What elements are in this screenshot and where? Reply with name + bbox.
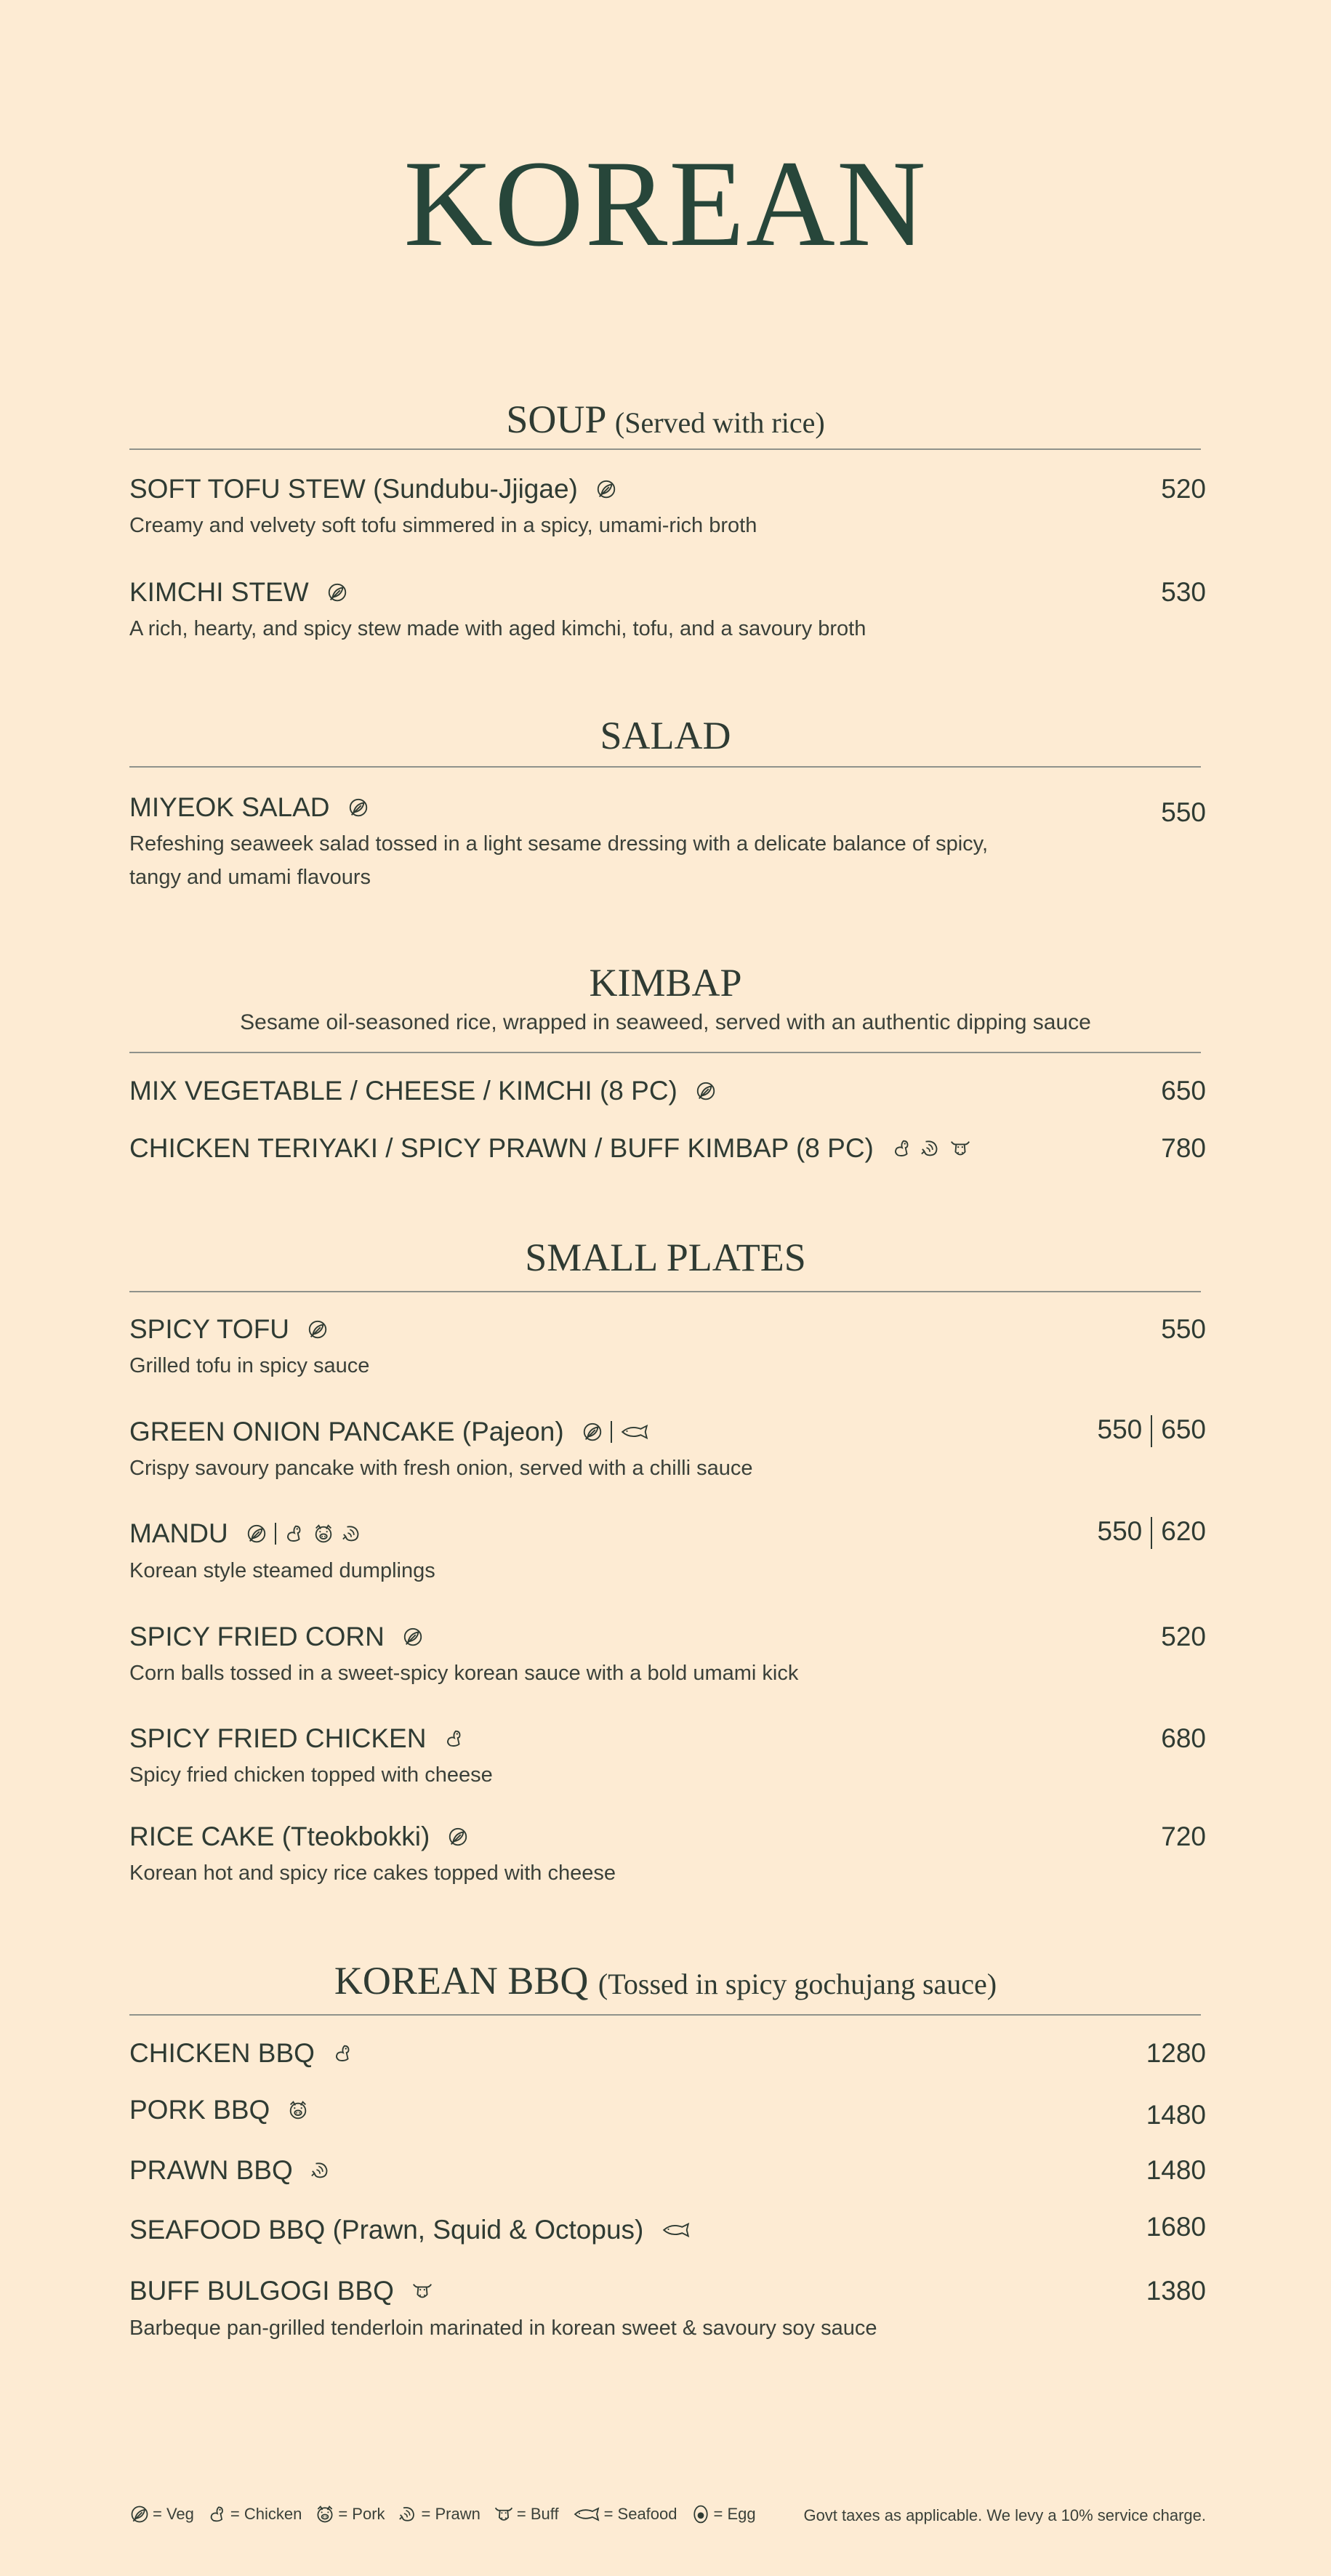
seafood-icon: [619, 1421, 650, 1443]
icon-legend: [129, 2504, 756, 2524]
item-price: 520: [1161, 474, 1206, 504]
item-name-text: SPICY FRIED CHICKEN: [129, 1723, 427, 1753]
item-name-text: SPICY FRIED CORN: [129, 1622, 385, 1651]
soup-subtitle: (Served with rice): [614, 406, 825, 439]
menu-item-name: [129, 2038, 354, 2069]
seafood-icon: [572, 2504, 601, 2524]
prawn-icon: [310, 2160, 332, 2181]
soup-heading: [0, 400, 1331, 439]
item-price: 1480: [1146, 2155, 1206, 2185]
item-name-text: BUFF BULGOGI BBQ: [129, 2276, 394, 2306]
legend-egg: = Egg: [713, 2505, 756, 2523]
page-title: KOREAN: [403, 135, 928, 272]
veg-icon: [347, 797, 369, 818]
legend-seafood: = Seafood: [603, 2505, 677, 2523]
price-separator: [1151, 1517, 1152, 1549]
veg-icon: [447, 1826, 469, 1848]
item-price: 530: [1161, 577, 1206, 607]
item-price: 680: [1161, 1723, 1206, 1753]
price-nonveg: 620: [1161, 1516, 1206, 1546]
item-price: 520: [1161, 1622, 1206, 1651]
item-price: 550: [1161, 797, 1206, 827]
price-veg: 550: [1097, 1414, 1143, 1444]
pork-icon: [315, 2504, 335, 2524]
item-description: Corn balls tossed in a sweet-spicy korean sauce with a bold umami kick: [129, 1662, 799, 1685]
item-description: Creamy and velvety soft tofu simmered in a spicy, umami-rich broth: [129, 514, 757, 537]
item-price: [1098, 1414, 1206, 1447]
menu-item-name: [129, 2155, 332, 2186]
item-name-text: SEAFOOD BBQ (Prawn, Squid & Octopus): [129, 2215, 644, 2245]
tax-note: Govt taxes as applicable. We levy a 10% service charge.: [803, 2506, 1206, 2524]
menu-item-name: [129, 1518, 363, 1549]
legend-pork: = Pork: [338, 2505, 385, 2523]
item-description: A rich, hearty, and spicy stew made with aged kimchi, tofu, and a savoury broth: [129, 617, 866, 640]
item-name-text: SPICY TOFU: [129, 1314, 290, 1344]
legend-veg: = Veg: [153, 2505, 194, 2523]
bbq-subtitle: (Tossed in spicy gochujang sauce): [598, 1968, 997, 2000]
item-description: Refeshing seaweek salad tossed in a light sesame dressing with a delicate balance of spicy,: [129, 832, 989, 856]
item-description: Crispy savoury pancake with fresh onion, served with a chilli sauce: [129, 1457, 753, 1480]
chicken-icon: [891, 1138, 913, 1159]
legend-chicken: = Chicken: [230, 2505, 302, 2523]
veg-icon: [246, 1523, 268, 1545]
chicken-icon: [332, 2042, 354, 2064]
item-price: 1380: [1146, 2276, 1206, 2306]
seafood-icon: [661, 2219, 691, 2241]
pork-icon: [287, 2099, 309, 2121]
bbq-divider: [129, 2014, 1201, 2016]
veg-icon: [307, 1319, 329, 1340]
item-name-text: MIX VEGETABLE / CHEESE / KIMCHI (8 PC): [129, 1076, 677, 1106]
kimbap-heading: KIMBAP: [589, 961, 742, 1005]
menu-item-name: [129, 1822, 469, 1852]
item-name-text: MANDU: [129, 1518, 228, 1548]
chicken-icon: [443, 1728, 465, 1750]
small-plates-heading: SMALL PLATES: [525, 1236, 806, 1279]
menu-item-name: [129, 1417, 650, 1447]
item-description: Barbeque pan-grilled tenderloin marinated in korean sweet & savoury soy sauce: [129, 2317, 877, 2340]
salad-divider: [129, 766, 1201, 768]
veg-icon: [129, 2504, 150, 2524]
item-description: tangy and umami flavours: [129, 866, 371, 889]
legend-buff: = Buff: [516, 2505, 559, 2523]
prawn-icon: [920, 1138, 942, 1159]
legend-prawn: = Prawn: [421, 2505, 480, 2523]
item-name-text: SOFT TOFU STEW (Sundubu-Jjigae): [129, 474, 578, 504]
prawn-icon: [398, 2504, 419, 2524]
egg-icon: [691, 2504, 711, 2524]
menu-item-name: [129, 2215, 691, 2245]
item-name-text: RICE CAKE (Tteokbokki): [129, 1822, 430, 1851]
item-price: 780: [1161, 1133, 1206, 1163]
menu-item-name: [129, 1723, 465, 1754]
buff-icon: [494, 2504, 514, 2524]
item-name-text: PORK BBQ: [129, 2095, 270, 2125]
menu-item-name: [129, 1133, 971, 1164]
menu-item-name: [129, 2095, 309, 2125]
veg-icon: [595, 478, 617, 500]
item-name-text: CHICKEN BBQ: [129, 2038, 315, 2068]
item-name-text: PRAWN BBQ: [129, 2155, 293, 2185]
item-description: Korean style steamed dumplings: [129, 1559, 435, 1582]
bbq-title: KOREAN BBQ: [334, 1959, 589, 2003]
pork-icon: [313, 1523, 334, 1545]
item-description: Spicy fried chicken topped with cheese: [129, 1763, 493, 1787]
buff-icon: [411, 2280, 433, 2302]
menu-item-name: [129, 792, 369, 823]
icon-separator: [275, 1523, 276, 1545]
chicken-icon: [284, 1523, 305, 1545]
item-price: 720: [1161, 1822, 1206, 1851]
small-plates-divider: [129, 1291, 1201, 1292]
bbq-heading: [0, 1959, 1331, 2003]
item-price: 650: [1161, 1076, 1206, 1106]
price-separator: [1151, 1415, 1152, 1447]
soup-divider: [129, 448, 1201, 450]
item-price: 1680: [1146, 2212, 1206, 2242]
salad-heading: SALAD: [600, 714, 731, 757]
soup-title: SOUP: [506, 398, 606, 441]
chicken-icon: [207, 2504, 228, 2524]
menu-item-name: [129, 577, 348, 608]
item-name-text: MIYEOK SALAD: [129, 792, 330, 822]
item-price: [1098, 1516, 1206, 1549]
buff-icon: [949, 1138, 971, 1159]
item-price: 1280: [1146, 2038, 1206, 2068]
price-nonveg: 650: [1161, 1414, 1206, 1444]
item-price: 1480: [1146, 2100, 1206, 2130]
item-description: Grilled tofu in spicy sauce: [129, 1354, 370, 1377]
menu-item-name: [129, 2276, 433, 2306]
menu-item-name: [129, 474, 617, 504]
kimbap-divider: [129, 1052, 1201, 1053]
veg-icon: [402, 1626, 424, 1648]
kimbap-description: Sesame oil-seasoned rice, wrapped in seaweed, served with an authentic dipping sauce: [240, 1010, 1091, 1034]
veg-icon: [582, 1421, 603, 1443]
item-name-text: CHICKEN TERIYAKI / SPICY PRAWN / BUFF KIMBAP (8 PC): [129, 1133, 874, 1163]
item-name-text: KIMCHI STEW: [129, 577, 309, 607]
menu-item-name: [129, 1076, 717, 1106]
veg-icon: [695, 1080, 717, 1102]
prawn-icon: [342, 1523, 363, 1545]
item-price: 550: [1161, 1314, 1206, 1344]
icon-separator: [611, 1421, 612, 1443]
price-veg: 550: [1097, 1516, 1143, 1546]
menu-item-name: [129, 1622, 424, 1652]
menu-item-name: [129, 1314, 329, 1345]
item-name-text: GREEN ONION PANCAKE (Pajeon): [129, 1417, 564, 1446]
veg-icon: [326, 581, 348, 603]
item-description: Korean hot and spicy rice cakes topped with cheese: [129, 1861, 616, 1885]
